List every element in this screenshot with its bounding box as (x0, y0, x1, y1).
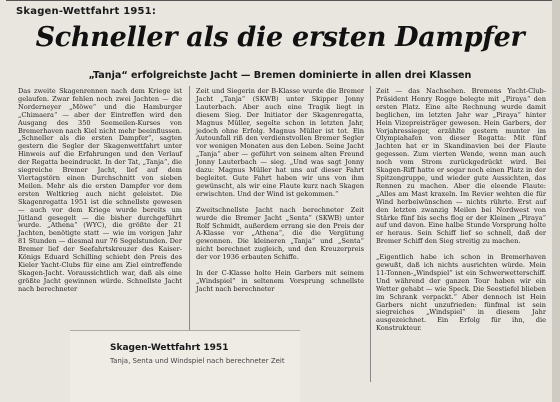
kicker: Skagen-Wettfahrt 1951: (16, 6, 157, 17)
paragraph: In der C-Klasse holte Hein Garbers mit seinem „Windspiel“ in seltenem Vorsprung schnellste Jacht nach berechneter (196, 269, 364, 293)
paragraph: Zeit und Siegerin der B-Klasse wurde die Bremer Jacht „Tanja“ (SKWB) unter Skipper Jonny Lauterbach. Aber auch eine Tragik liegt in diesem Sieg. Der Initiator der Skagenregatta, Magnus Müller, segelte schon in letzten Jahr, jedoch ohne Erfolg. Magnus Müller ist tot. Ein Autounfall riß den verdienstvollen Bremer Segler vor wenigen Monaten aus den Leben. Seine Jacht „Tanja“ aber — geführt von seinem alten Freund Jonny Lauterbach — sieg. „Und was sagt Jonny dazu: Magnus Müller hat uns auf dieser Fahrt begleitet. Gute Fahrt haben wir uns von ihm gewünscht, als wir eine Flaute kurz nach Skagen erwischten. Und der Wind ist gekommen.“ (196, 87, 364, 198)
subheadline: „Tanja“ erfolgreichste Jacht — Bremen dominierte in allen drei Klassen (88, 70, 472, 81)
column-rule (370, 86, 371, 382)
paragraph: Das zweite Skagenrennen nach dem Kriege ist gelaufen. Zwar fehlen noch zwei Jachten — die Norderneyer „Möwe“ und die Hamburger „Chimaera“ — aber der Eintreffen wird den Ausgang des 350 Seemeilen-Kurses von Bremerhaven nach Kiel nicht mehr beeinflussen. „Schneller als die ersten Dampfer“, sagten gestern die Segler der Skagenwettfahrt unter Hinweis auf die Erfahrungen und den Verlauf der Regatta beeindruckt. In der Tat, „Tanja“, die siegreiche Bremer Jacht, lief auf dem Viertagstörn einen Durchschnitt von sieben Meilen. Mehr als die ersten Dampfer vor dem ersten Weltkrieg auch nicht geleistet. Die Skagenregatta 1951 ist die schnellste gewesen — auch vor dem Kriege wurde bereits um Jütland gesegelt — die bisher durchgeführt wurde. „Athena“ (WYC), die größte der 21 Jachten, benötigte statt — wie im vorigen Jahr 81 Stunden — diesmal nur 76 Segelstunden. Der Bremer lief der Seefahrtskreuzer des Kaiser-Königs Eduard Schilling schiebt den Preis des Kieler Yacht-Clubs für eine am Ziel eintreffende Skagen-Jacht. Voraussichtlich war, daß als eine größte Jacht gewinnen würde. Schnellste Jacht nach berechneter (18, 87, 182, 293)
clipping-title: Skagen-Wettfahrt 1951 (110, 343, 229, 353)
article-column-2 (196, 88, 364, 294)
overlapping-clipping (70, 330, 300, 402)
top-rule (6, 0, 554, 1)
paragraph: Zweitschnellste Jacht nach berechneter Zeit wurde die Bremer Jacht „Senta“ (SKWB) unter Rolf Schmidt, außerdem errang sie den Preis der A-Klasse vor „Athena“, die die Vergütung gewonnen. Die kleineren „Tanja“ und „Senta“ nicht berechnet zugleich, und den Kreuzerpreis der vor 1936 erbauten Schiffe. (196, 205, 364, 262)
page-edge-shadow (552, 0, 560, 402)
paragraph: „Eigentlich habe ich schon in Bremerhaven gewußt, daß ich nichts ausrichten würde. Mein 11-Tonnen-„Windspiel“ ist ein Schwerwetterschiff. Und während der ganzen Tour haben wir ein Wetter gehabt — wie Speck. Die Seestiefel blieben im Schrank verpackt.“ Aber dennoch ist Hein Garbers nicht unzufrieden: fünfmal ist sein siegreiches „Windspiel“ in diesem Jahr ausgezeichnet. Ein Erfolg für ihn, die Konstrukteur. (376, 253, 546, 333)
clipping-subtitle: Tanja, Senta und Windspiel nach berechneter Zeit (110, 357, 285, 365)
headline: Schneller als die ersten Dampfer (35, 22, 525, 53)
article-column-3 (376, 88, 546, 333)
article-column-1 (18, 88, 182, 294)
paragraph: Zeit — das Nachsehen. Bremens Yacht-Club-Präsident Henry Rogge belegte mit „Piraya“ den ersten Platz. Eine alte Rechnung wurde damit beglichen, im letzten Jahr war „Piraya“ hinter Hein Vizepreisträger gewesen. Hein Garbers, der Vorjahressieger, erzählte gestern munter im Olympiahafen von dieser Regatta: Mit fünf Jachten hat er in Skandinavien bei der Flaute gegessen. Zum vierten Wende, wenn man auch noch vom Strom zurückgedrückt wird. Bei Skagen-Riff hatte er sogar noch einen Platz in der Spitzengruppe, und wieder gute Aussichten, das Rennen zu machen. Aber die eleende Flaute: „Alles am Mast kraxeln. Im Revier wehten die für Wind herbeiwünschen — nichts rührte. Erst auf den letzten zwanzig Meilen bei Nordwest von Stärke fünf bis sechs flog er der Kleinen „Piraya“ auf und davon. Eine halbe Stunde Vorsprung holte er heraus. Sein Schiff lief so schnell, daß der Bremer Schiff den Sieg streitig zu machen. (376, 87, 546, 246)
